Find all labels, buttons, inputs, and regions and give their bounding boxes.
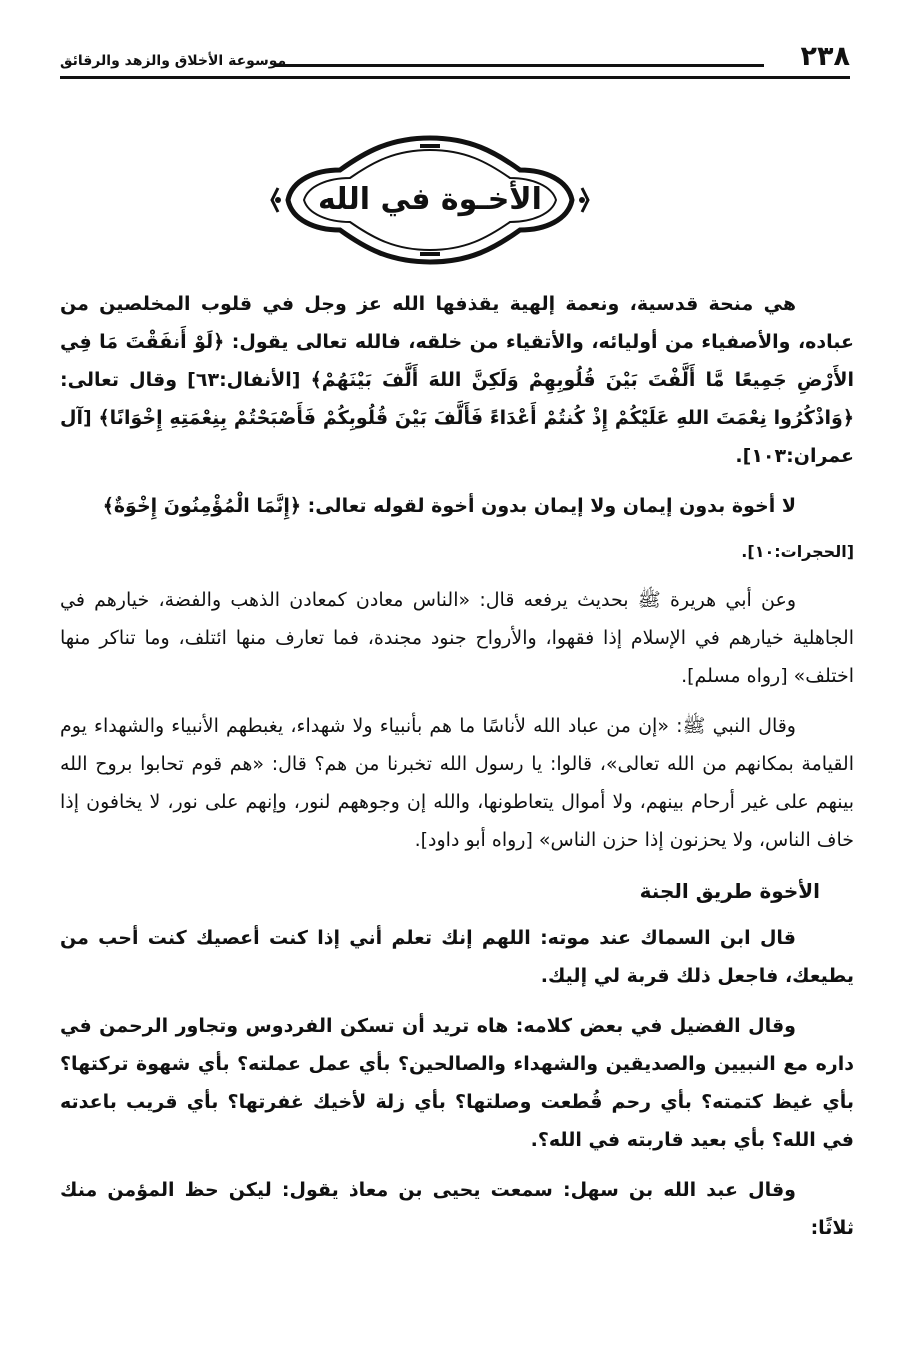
paragraph-brotherhood-faith-text: لا أخوة بدون إيمان ولا إيمان بدون أخوة لقوله تعالى: ﴿إِنَّمَا الْمُؤْمِنُونَ إِخْوَةٌ﴾	[102, 495, 796, 517]
page-body	[60, 285, 854, 1259]
section-heading: الأخوة طريق الجنة	[639, 879, 820, 903]
chapter-title-frame	[270, 130, 590, 270]
chapter-title: الأخـوة في الله	[318, 182, 542, 217]
paragraph-ibn-sammak: قال ابن السماك عند موته: اللهم إنك تعلم أني إذا كنت أعصيك كنت أحب من يطيعك، فاجعل ذلك قربة لي إليك.	[60, 927, 854, 987]
header-bottom-rule	[60, 76, 850, 79]
paragraph-hadith-abu-hurayrah: وعن أبي هريرة ﷺ بحديث يرفعه قال: «الناس معادن كمعادن الذهب والفضة، خيارهم في الجاهلية خيارهم في الإسلام إذا فقهوا، والأرواح جنود مجندة، فما تعارف منها ائتلف، وما تناكر منها اختلف» [رواه مسلم].	[60, 589, 854, 687]
header-rule	[274, 64, 764, 67]
paragraph-intro: هي منحة قدسية، ونعمة إلهية يقذفها الله عز وجل في قلوب المخلصين من عباده، والأصفياء من أوليائه، والأتقياء من خلقه، فالله تعالى يقول: ﴿لَوْ أَنفَقْتَ مَا فِي الأَرْضِ جَمِيعًا مَّا أَلَّفْتَ بَيْنَ قُلُوبِهِمْ وَلَكِنَّ اللهَ أَلَّفَ بَيْنَهُمْ﴾ [الأنفال:٦٣] وقال تعالى: ﴿وَاذْكُرُوا نِعْمَتَ اللهِ عَلَيْكُمْ إِذْ كُنتُمْ أَعْدَاءً فَأَلَّفَ بَيْنَ قُلُوبِكُمْ فَأَصْبَحْتُمْ بِنِعْمَتِهِ إِخْوَانًا﴾ [آل عمران:١٠٣].	[60, 293, 854, 467]
quran-reference: [الحجرات:١٠].	[741, 542, 854, 561]
book-title: موسوعة الأخلاق والزهد والرقائق	[60, 53, 287, 69]
paragraph-fudayl: وقال الفضيل في بعض كلامه: هاه تريد أن تسكن الفردوس وتجاور الرحمن في داره مع النبيين والصديقين والشهداء والصالحين؟ بأي عمل عملته؟ بأي شهوة تركتها؟ بأي غيظ كتمته؟ بأي رحم قُطعت وصلتها؟ بأي زلة لأخيك غفرتها؟ بأي قريب باعدته في الله؟ بأي بعيد قاربته في الله؟.	[60, 1015, 854, 1151]
page-number: ٢٣٨	[800, 41, 850, 72]
paragraph-abdullah-ibn-sahl: وقال عبد الله بن سهل: سمعت يحيى بن معاذ يقول: ليكن حظ المؤمن منك ثلاثًا:	[60, 1179, 854, 1239]
page-header	[60, 40, 850, 80]
paragraph-hadith-prophet: وقال النبي ﷺ: «إن من عباد الله لأناسًا ما هم بأنبياء ولا شهداء، يغبطهم الأنبياء والشهداء يوم القيامة بمكانهم من الله تعالى»، قالوا: يا رسول الله تخبرنا من هم؟ قال: «هم قوم تحابوا بروح الله بينهم على غير أرحام بينهم، ولا أموال يتعاطونها، والله إن وجوههم لنور، وإنهم على نور، لا يخافون إذا خاف الناس، ولا يحزنون إذا حزن الناس» [رواه أبو داود].	[60, 715, 854, 851]
paragraph-brotherhood-faith	[60, 487, 854, 525]
